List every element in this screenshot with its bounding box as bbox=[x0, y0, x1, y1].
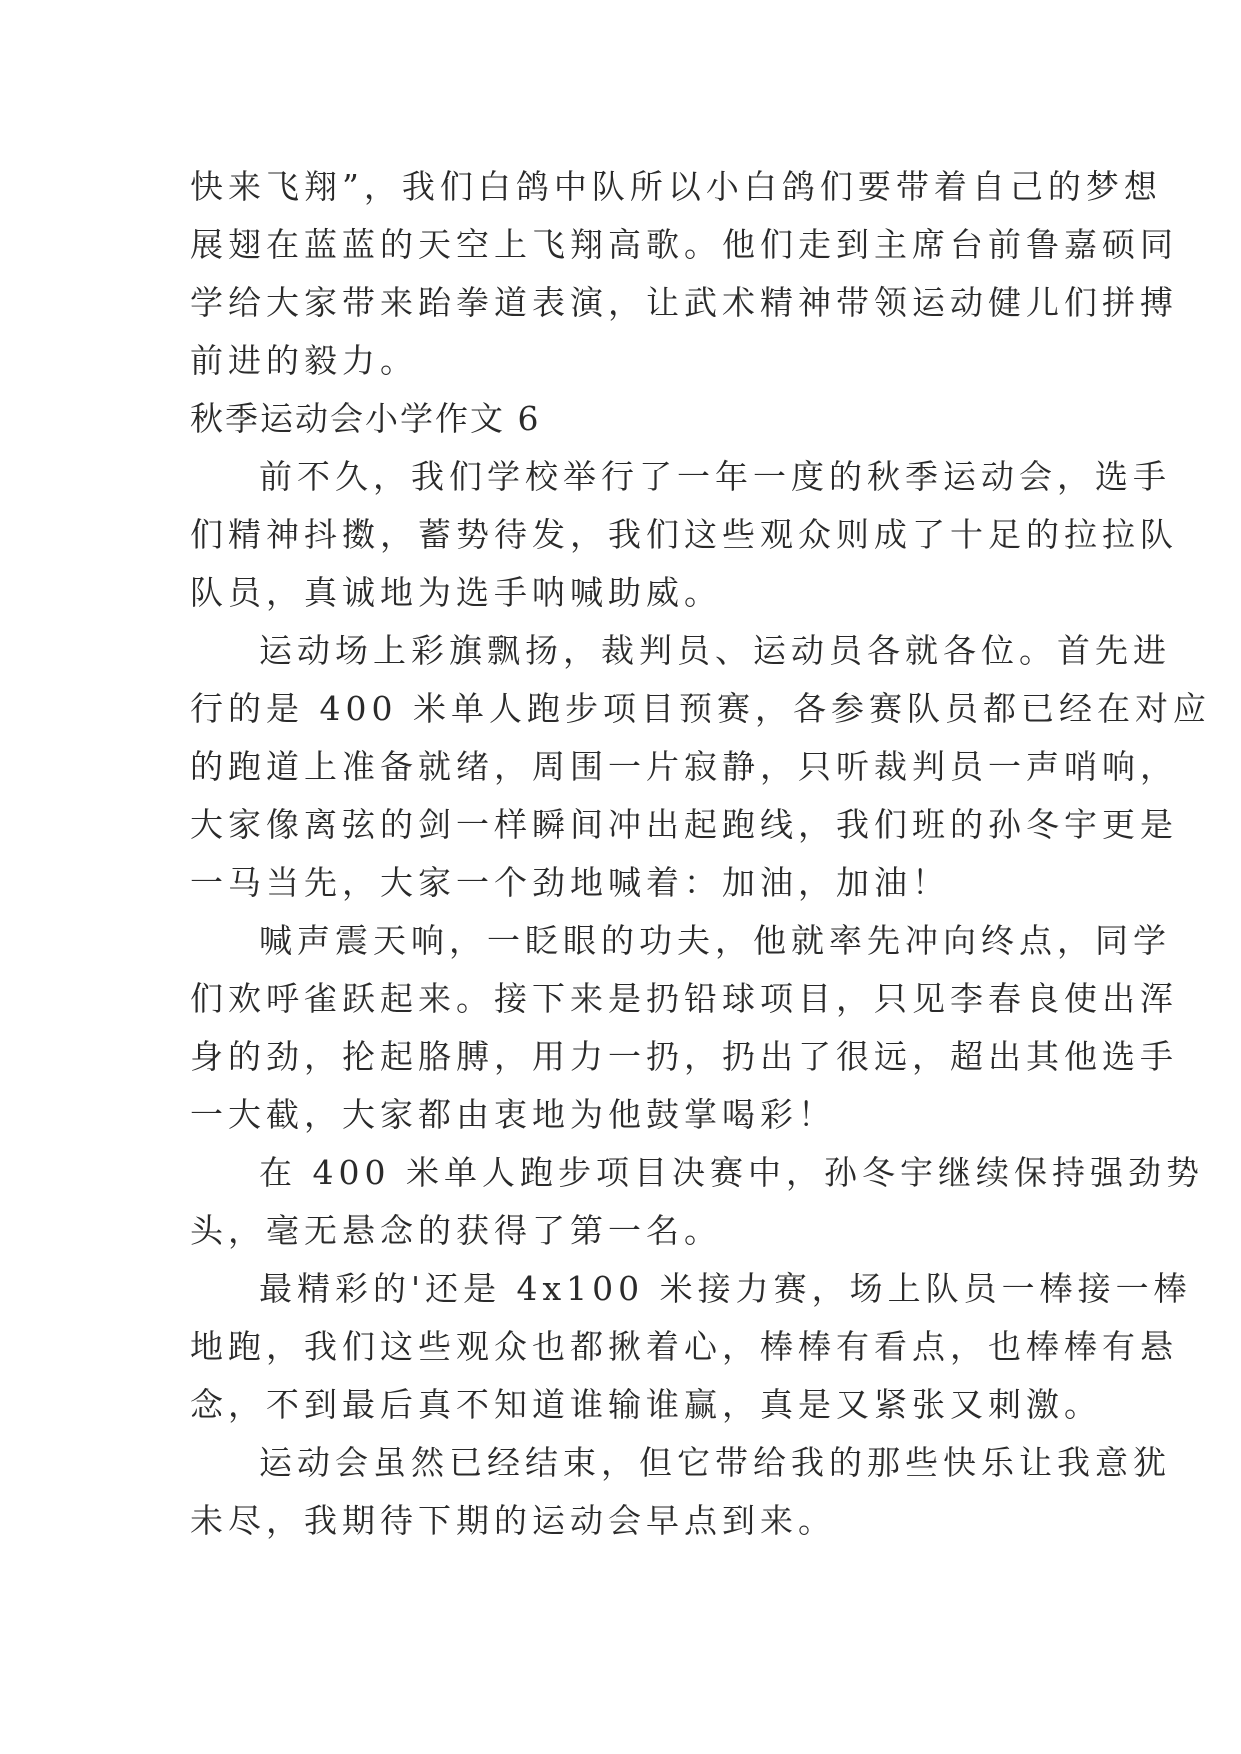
text-line: 身的劲，抡起胳膊，用力一扔，扔出了很远，超出其他选手 bbox=[190, 1037, 1178, 1076]
text-line: 头，毫无悬念的获得了第一名。 bbox=[190, 1211, 722, 1250]
text-line: 运动场上彩旗飘扬，裁判员、运动员各就各位。首先进 bbox=[259, 631, 1171, 670]
intro-paragraph bbox=[190, 158, 1178, 390]
text-line: 运动会虽然已经结束，但它带给我的那些快乐让我意犹 bbox=[259, 1443, 1171, 1482]
text-line: 前不久，我们学校举行了一年一度的秋季运动会，选手 bbox=[259, 457, 1171, 496]
text-line: 队员，真诚地为选手呐喊助威。 bbox=[190, 573, 722, 612]
text-line: 地跑，我们这些观众也都揪着心，棒棒有看点，也棒棒有悬 bbox=[190, 1327, 1178, 1366]
paragraph bbox=[190, 1260, 1192, 1434]
text-line: 们精神抖擞，蓄势待发，我们这些观众则成了十足的拉拉队 bbox=[190, 515, 1178, 554]
text-line: 快来飞翔”，我们白鸽中队所以小白鸽们要带着自己的梦想 bbox=[190, 167, 1162, 206]
text-line: 的跑道上准备就绪，周围一片寂静，只听裁判员一声哨响， bbox=[190, 747, 1178, 786]
text-line: 念，不到最后真不知道谁输谁赢，真是又紧张又刺激。 bbox=[190, 1385, 1102, 1424]
text-line: 最精彩的'还是 4x100 米接力赛，场上队员一棒接一棒 bbox=[259, 1269, 1192, 1308]
text-line: 大家像离弦的剑一样瞬间冲出起跑线，我们班的孙冬宇更是 bbox=[190, 805, 1178, 844]
text-line: 在 400 米单人跑步项目决赛中，孙冬宇继续保持强劲势 bbox=[259, 1153, 1204, 1192]
section-title: 秋季运动会小学作文 6 bbox=[190, 399, 541, 438]
text-line: 未尽，我期待下期的运动会早点到来。 bbox=[190, 1501, 836, 1540]
paragraph bbox=[190, 448, 1178, 622]
paragraph bbox=[190, 1434, 1171, 1550]
text-line: 们欢呼雀跃起来。接下来是扔铅球项目，只见李春良使出浑 bbox=[190, 979, 1178, 1018]
document-body bbox=[190, 158, 1211, 1550]
text-line: 行的是 400 米单人跑步项目预赛，各参赛队员都已经在对应 bbox=[190, 689, 1211, 728]
text-line: 一马当先，大家一个劲地喊着：加油，加油！ bbox=[190, 863, 950, 902]
text-line: 前进的毅力。 bbox=[190, 341, 418, 380]
text-line: 展翅在蓝蓝的天空上飞翔高歌。他们走到主席台前鲁嘉硕同 bbox=[190, 225, 1178, 264]
paragraph bbox=[190, 912, 1178, 1144]
text-line: 一大截，大家都由衷地为他鼓掌喝彩！ bbox=[190, 1095, 836, 1134]
text-line: 学给大家带来跆拳道表演，让武术精神带领运动健儿们拼搏 bbox=[190, 283, 1178, 322]
text-line: 喊声震天响，一眨眼的功夫，他就率先冲向终点，同学 bbox=[259, 921, 1171, 960]
paragraph bbox=[190, 622, 1211, 912]
paragraph bbox=[190, 1144, 1204, 1260]
